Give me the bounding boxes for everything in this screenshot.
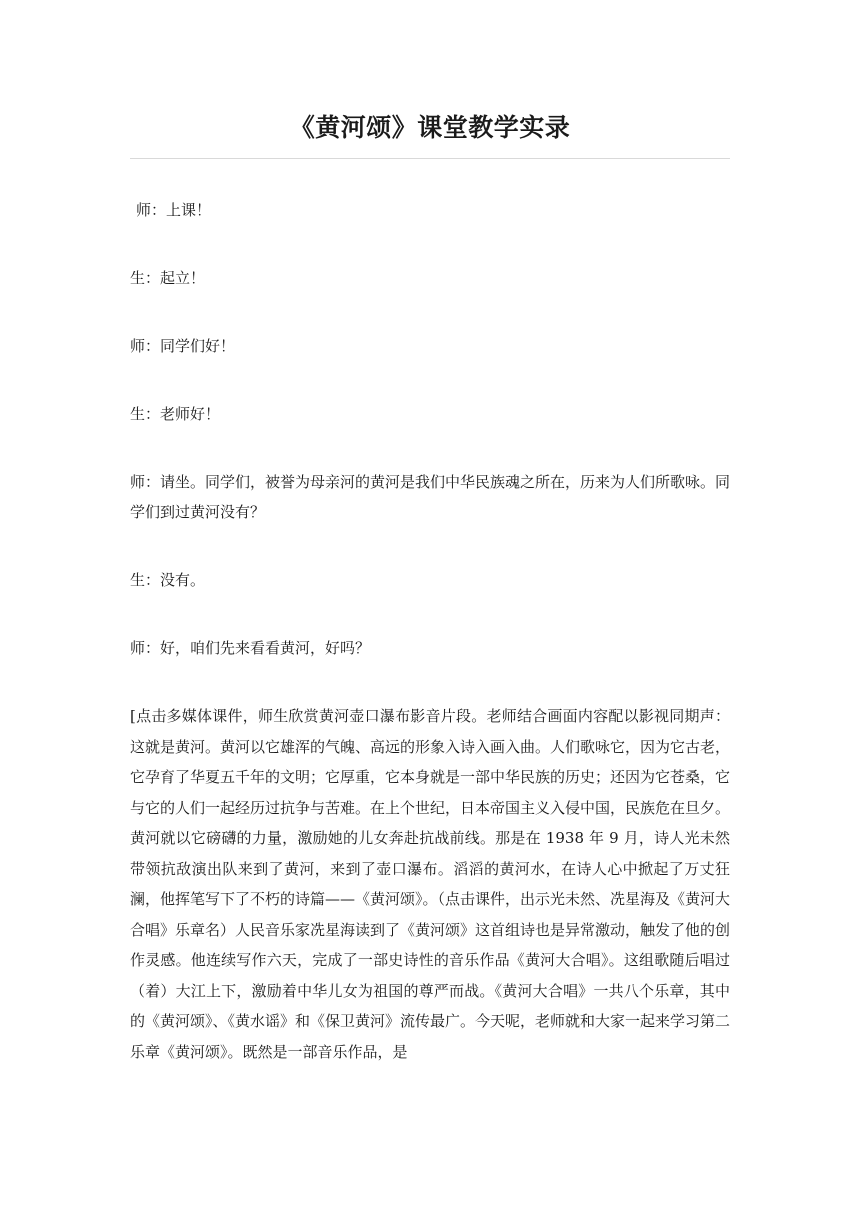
dialogue-line: 生：起立！ — [130, 269, 206, 287]
document-body — [130, 195, 730, 1067]
dialogue-line: 生：老师好！ — [130, 405, 221, 423]
dialogue-line: 生：没有。 — [130, 571, 206, 589]
dialogue-line: 师：请坐。同学们，被誉为母亲河的黄河是我们中华民族魂之所在，历来为人们所歌咏。同学们到过黄河没有？ — [130, 473, 731, 521]
document-page — [130, 0, 730, 1067]
narration-paragraph: [点击多媒体课件，师生欣赏黄河壶口瀑布影音片段。老师结合画面内容配以影视同期声：这就是黄河。黄河以它雄浑的气魄、高远的形象入诗入画入曲。人们歌咏它，因为它古老，它孕育了华夏五千年的文明；它厚重，它本身就是一部中华民族的历史；还因为它苍桑，它与它的人们一起经历过抗争与苦难。在上个世纪，日本帝国主义入侵中国，民族危在旦夕。黄河就以它磅礴的力量，激励她的儿女奔赴抗战前线。那是在 1938 年 9 月，诗人光未然带领抗敌演出队来到了黄河，来到了壶口瀑布。滔滔的黄河水，在诗人心中掀起了万丈狂澜，他挥笔写下了不朽的诗篇——《黄河颂》。（点击课件，出示光未然、冼星海及《黄河大合唱》乐章名）人民音乐家冼星海读到了《黄河颂》这首组诗也是异常激动，触发了他的创作灵感。他连续写作六天，完成了一部史诗性的音乐作品《黄河大合唱》。这组歌随后唱过（着）大江上下，激励着中华儿女为祖国的尊严而战。《黄河大合唱》一共八个乐章，其中的《黄河颂》、《黄水谣》和《保卫黄河》流传最广。今天呢，老师就和大家一起来学习第二乐章《黄河颂》。既然是一部音乐作品，是 — [130, 707, 731, 1061]
document-title: 《黄河颂》课堂教学实录 — [289, 113, 571, 142]
dialogue-line: 师：好，咱们先来看看黄河，好吗？ — [130, 639, 371, 657]
dialogue-line: 师：上课！ — [136, 201, 212, 219]
title-divider — [130, 158, 730, 159]
dialogue-line: 师：同学们好！ — [130, 337, 236, 355]
